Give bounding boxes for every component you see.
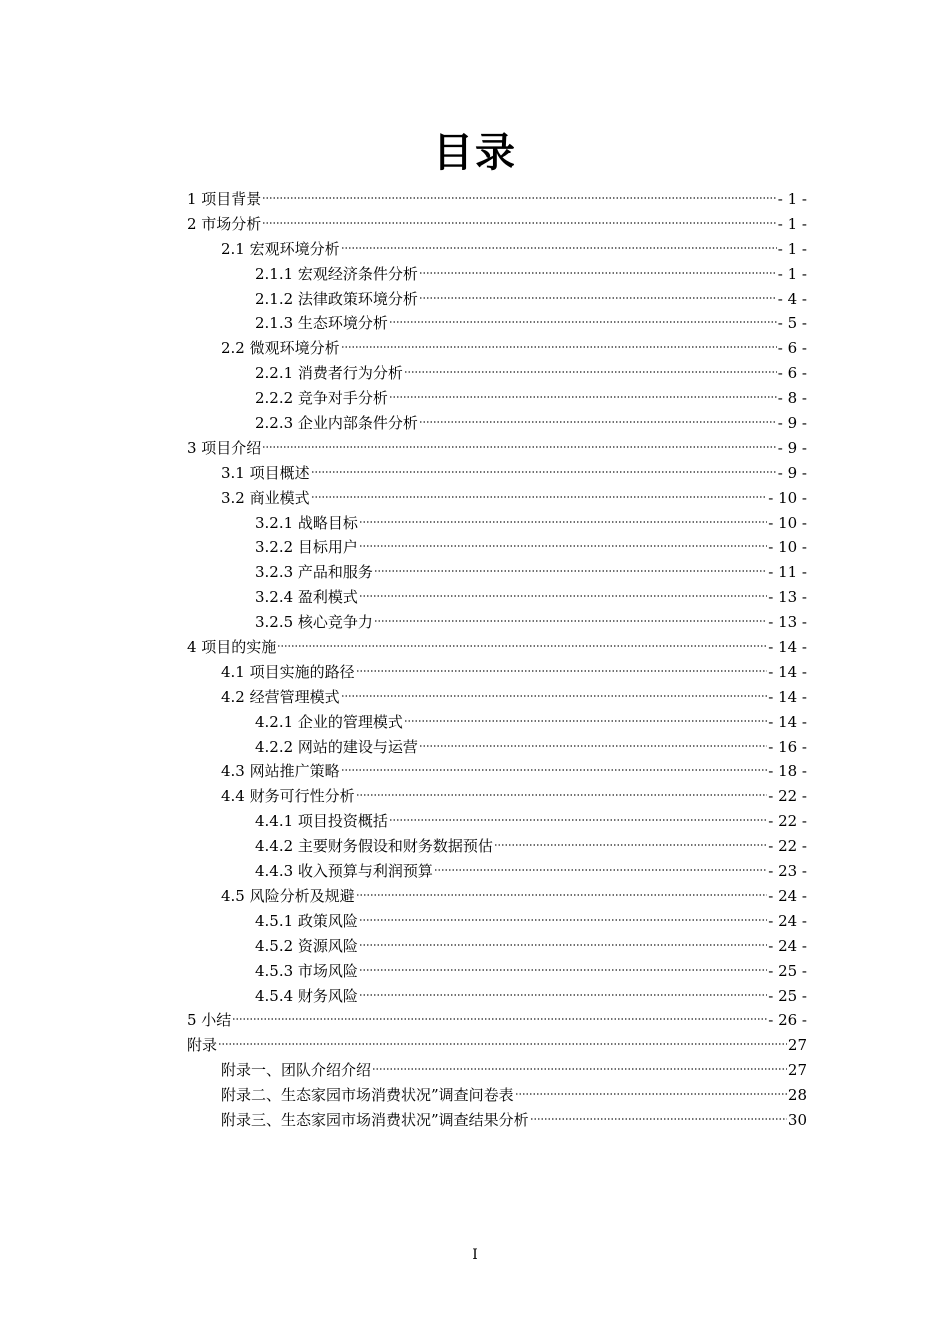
toc-entry-page: - 9 - xyxy=(777,438,807,457)
toc-entry-page: - 26 - xyxy=(768,1011,807,1030)
toc-entry-page: - 24 - xyxy=(768,936,807,955)
toc-entry-label: 4.5.2 资源风险 xyxy=(255,936,358,955)
dot-leader xyxy=(515,1092,787,1096)
toc-entry-page: - 9 - xyxy=(777,463,807,482)
toc-entry[interactable] xyxy=(187,635,807,660)
toc-entry-label: 4.5.3 市场风险 xyxy=(255,961,358,980)
toc-entry-label: 附录 xyxy=(187,1036,218,1055)
toc-entry-page: - 13 - xyxy=(768,613,807,632)
toc-entry-page: - 1 - xyxy=(777,214,807,233)
toc-entry[interactable] xyxy=(187,759,807,784)
toc-entry-page: - 14 - xyxy=(768,638,807,657)
dot-leader xyxy=(530,1117,787,1121)
toc-entry[interactable] xyxy=(187,411,807,436)
toc-entry-label: 4.1 项目实施的路径 xyxy=(221,662,355,681)
toc-entry-page: - 25 - xyxy=(768,961,807,980)
dot-leader xyxy=(356,793,768,797)
toc-entry[interactable] xyxy=(187,511,807,536)
dot-leader xyxy=(359,968,767,972)
dot-leader xyxy=(218,1042,787,1046)
dot-leader xyxy=(359,544,767,548)
toc-entry-label: 3.2.2 目标用户 xyxy=(255,538,358,557)
toc-entry[interactable] xyxy=(187,1058,807,1083)
toc-entry[interactable] xyxy=(187,909,807,934)
dot-leader xyxy=(404,719,767,723)
toc-entry-label: 5 小结 xyxy=(187,1011,232,1030)
toc-entry-label: 3.2 商业模式 xyxy=(221,488,310,507)
toc-entry-label: 4.4.3 收入预算与利润预算 xyxy=(255,862,433,881)
toc-entry-label: 3.2.4 盈利模式 xyxy=(255,588,358,607)
toc-entry-label: 4.4.2 主要财务假设和财务数据预估 xyxy=(255,837,493,856)
toc-entry[interactable] xyxy=(187,486,807,511)
toc-entry[interactable] xyxy=(187,262,807,287)
toc-entry[interactable] xyxy=(187,436,807,461)
toc-entry[interactable] xyxy=(187,735,807,760)
toc-entry[interactable] xyxy=(187,560,807,585)
dot-leader xyxy=(389,395,777,399)
toc-entry[interactable] xyxy=(187,959,807,984)
toc-entry-label: 4.2 经营管理模式 xyxy=(221,687,340,706)
dot-leader xyxy=(262,221,776,225)
toc-entry-page: - 10 - xyxy=(768,513,807,532)
toc-entry[interactable] xyxy=(187,610,807,635)
toc-entry-page: - 16 - xyxy=(768,737,807,756)
toc-entry-page: - 8 - xyxy=(777,389,807,408)
toc-entry-label: 4.3 网站推广策略 xyxy=(221,762,340,781)
dot-leader xyxy=(311,495,768,499)
toc-entry-label: 2.1.2 法律政策环境分析 xyxy=(255,289,418,308)
toc-entry-label: 4.5.4 财务风险 xyxy=(255,986,358,1005)
toc-entry[interactable] xyxy=(187,1033,807,1058)
toc-entry-page: - 5 - xyxy=(777,314,807,333)
toc-entry-page: 27 xyxy=(787,1061,807,1080)
toc-entry-label: 4.2.2 网站的建设与运营 xyxy=(255,737,418,756)
toc-entry[interactable] xyxy=(187,884,807,909)
toc-entry[interactable] xyxy=(187,934,807,959)
toc-entry[interactable] xyxy=(187,361,807,386)
toc-entry-page: - 22 - xyxy=(768,837,807,856)
page-title: 目录 xyxy=(433,130,517,176)
dot-leader xyxy=(341,246,777,250)
toc-entry-label: 4.4.1 项目投资概括 xyxy=(255,812,388,831)
toc-entry-label: 3.2.1 战略目标 xyxy=(255,513,358,532)
dot-leader xyxy=(389,818,767,822)
dot-leader xyxy=(356,669,768,673)
dot-leader xyxy=(494,843,767,847)
toc-entry-label: 2.2.1 消费者行为分析 xyxy=(255,364,403,383)
toc-entry-label: 4.2.1 企业的管理模式 xyxy=(255,712,403,731)
toc-entry-label: 2.1.1 宏观经济条件分析 xyxy=(255,264,418,283)
dot-leader xyxy=(434,868,767,872)
toc-entry-label: 2.2.3 企业内部条件分析 xyxy=(255,414,418,433)
toc-entry-page: - 22 - xyxy=(768,787,807,806)
dot-leader xyxy=(359,520,767,524)
toc-entry[interactable] xyxy=(187,212,807,237)
toc-entry[interactable] xyxy=(187,237,807,262)
toc-entry[interactable] xyxy=(187,685,807,710)
toc-entry-label: 3 项目介绍 xyxy=(187,438,262,457)
toc-entry[interactable] xyxy=(187,336,807,361)
toc-entry[interactable] xyxy=(187,984,807,1009)
toc-entry-label: 2.2 微观环境分析 xyxy=(221,339,340,358)
dot-leader xyxy=(262,196,776,200)
dot-leader xyxy=(356,893,768,897)
toc-entry-page: - 22 - xyxy=(768,812,807,831)
toc-entry-page: 27 xyxy=(787,1036,807,1055)
toc-entry-label: 2.1.3 生态环境分析 xyxy=(255,314,388,333)
toc-entry[interactable] xyxy=(187,784,807,809)
toc-entry-label: 3.1 项目概述 xyxy=(221,463,310,482)
dot-leader xyxy=(374,569,767,573)
toc-entry[interactable] xyxy=(187,1008,807,1033)
dot-leader xyxy=(359,943,767,947)
toc-entry[interactable] xyxy=(187,311,807,336)
toc-entry-page: - 11 - xyxy=(768,563,807,582)
toc-entry[interactable] xyxy=(187,809,807,834)
toc-entry-label: 2.1 宏观环境分析 xyxy=(221,239,340,258)
dot-leader xyxy=(359,993,767,997)
dot-leader xyxy=(404,370,777,374)
toc-entry-label: 4 项目的实施 xyxy=(187,638,277,657)
dot-leader xyxy=(341,768,768,772)
toc-entry-page: - 18 - xyxy=(768,762,807,781)
toc-entry-label: 4.5.1 政策风险 xyxy=(255,911,358,930)
toc-entry-page: - 4 - xyxy=(777,289,807,308)
toc-entry-label: 3.2.5 核心竞争力 xyxy=(255,613,373,632)
toc-entry-page: - 6 - xyxy=(777,364,807,383)
toc-entry-page: - 23 - xyxy=(768,862,807,881)
toc-entry-page: - 24 - xyxy=(768,911,807,930)
dot-leader xyxy=(341,345,777,349)
toc-entry-label: 4.5 风险分析及规避 xyxy=(221,886,355,905)
toc-entry-page: - 10 - xyxy=(768,488,807,507)
page-number: I xyxy=(472,1247,478,1263)
toc-entry[interactable] xyxy=(187,1083,807,1108)
toc-entry[interactable] xyxy=(187,710,807,735)
toc-entry-page: - 10 - xyxy=(768,538,807,557)
toc-entry[interactable] xyxy=(187,187,807,212)
toc-entry-page: - 1 - xyxy=(777,239,807,258)
toc-entry-page: - 13 - xyxy=(768,588,807,607)
dot-leader xyxy=(359,918,767,922)
dot-leader xyxy=(419,744,767,748)
dot-leader xyxy=(419,296,777,300)
toc-entry-label: 附录二、生态家园市场消费状况”调查问卷表 xyxy=(221,1086,514,1105)
toc-entry[interactable] xyxy=(187,585,807,610)
dot-leader xyxy=(277,644,767,648)
table-of-contents xyxy=(187,187,807,1133)
dot-leader xyxy=(389,320,777,324)
toc-entry[interactable] xyxy=(187,660,807,685)
toc-entry[interactable] xyxy=(187,287,807,312)
toc-entry-page: - 1 - xyxy=(777,190,807,208)
dot-leader xyxy=(232,1017,767,1021)
toc-entry-page: - 14 - xyxy=(768,687,807,706)
toc-entry-label: 附录三、生态家园市场消费状况”调查结果分析 xyxy=(221,1110,529,1129)
dot-leader xyxy=(262,445,776,449)
toc-entry-label: 2.2.2 竞争对手分析 xyxy=(255,389,388,408)
toc-entry-page: - 24 - xyxy=(768,886,807,905)
dot-leader xyxy=(359,594,767,598)
toc-entry[interactable] xyxy=(187,386,807,411)
dot-leader xyxy=(419,420,777,424)
dot-leader xyxy=(311,470,777,474)
toc-entry[interactable] xyxy=(187,834,807,859)
dot-leader xyxy=(419,271,777,275)
toc-entry-page: - 14 - xyxy=(768,662,807,681)
dot-leader xyxy=(372,1067,787,1071)
toc-entry[interactable] xyxy=(187,1108,807,1133)
toc-entry[interactable] xyxy=(187,535,807,560)
toc-entry-label: 4.4 财务可行性分析 xyxy=(221,787,355,806)
toc-entry-label: 2 市场分析 xyxy=(187,214,262,233)
dot-leader xyxy=(374,619,767,623)
toc-entry-page: - 25 - xyxy=(768,986,807,1005)
toc-entry-page: - 6 - xyxy=(777,339,807,358)
toc-entry-page: - 1 - xyxy=(777,264,807,283)
toc-entry-page: 30 xyxy=(787,1110,807,1129)
dot-leader xyxy=(341,694,768,698)
toc-entry[interactable] xyxy=(187,859,807,884)
toc-entry-page: - 9 - xyxy=(777,414,807,433)
toc-entry-label: 3.2.3 产品和服务 xyxy=(255,563,373,582)
toc-entry-page: - 14 - xyxy=(768,712,807,731)
toc-entry-label: 附录一、团队介绍介绍 xyxy=(221,1061,372,1080)
toc-entry-page: 28 xyxy=(787,1086,807,1105)
toc-entry-label: 1 项目背景 xyxy=(187,190,262,208)
toc-entry[interactable] xyxy=(187,461,807,486)
